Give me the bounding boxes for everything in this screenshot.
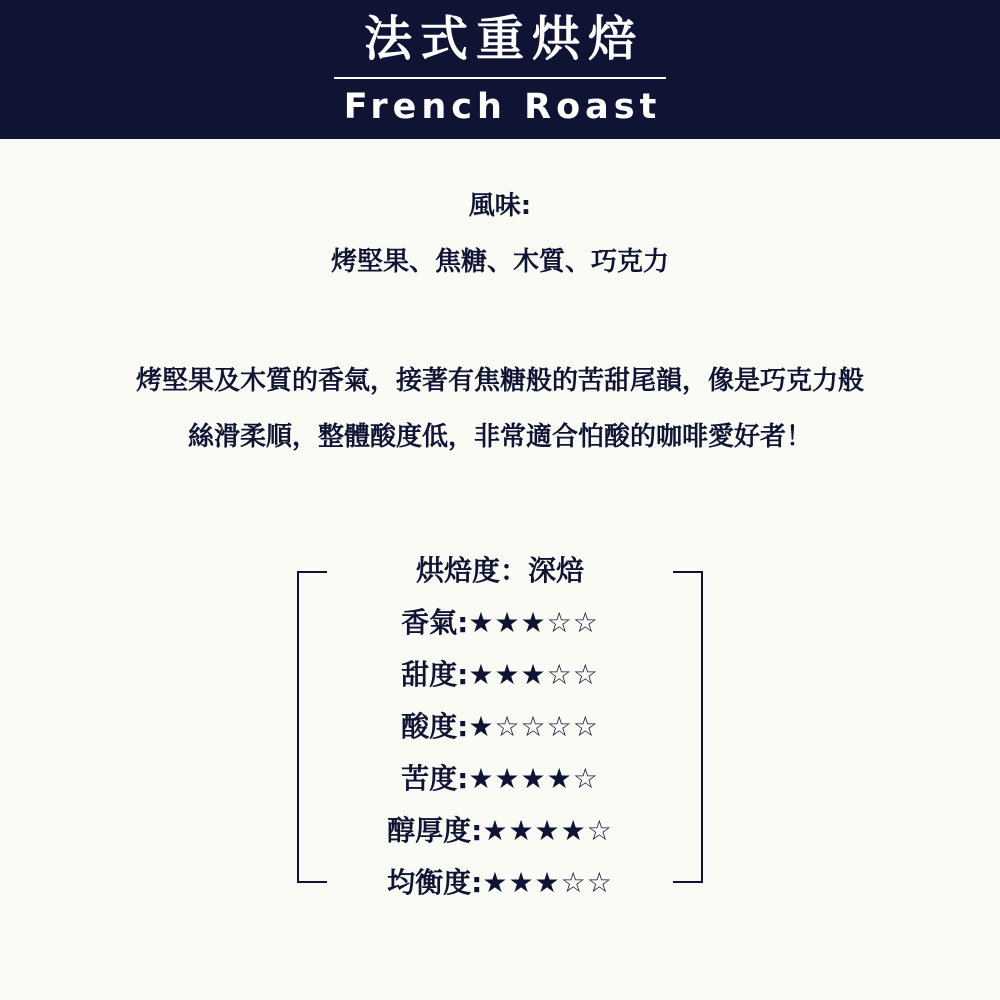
rating-label: 苦度: bbox=[401, 762, 469, 795]
description-line-1: 烤堅果及木質的香氣，接著有焦糖般的苦甜尾韻，像是巧克力般 bbox=[135, 366, 864, 396]
flavor-notes: 烤堅果、焦糖、木質、巧克力 bbox=[330, 247, 669, 277]
star-rating: ★★★★☆ bbox=[468, 762, 599, 795]
rating-label: 醇厚度: bbox=[387, 814, 483, 847]
rating-row-sweetness bbox=[0, 655, 1000, 695]
header-banner bbox=[0, 0, 1000, 139]
star-rating: ★★★★☆ bbox=[482, 814, 613, 847]
rating-row-balance bbox=[0, 863, 1000, 903]
star-rating: ★★★☆☆ bbox=[482, 866, 613, 899]
rating-row-aroma bbox=[0, 603, 1000, 643]
rating-label: 酸度: bbox=[401, 710, 469, 743]
description-line-2: 絲滑柔順，整體酸度低，非常適合怕酸的咖啡愛好者！ bbox=[187, 422, 812, 452]
rating-row-acidity bbox=[0, 707, 1000, 747]
title-english: French Roast bbox=[343, 87, 662, 127]
rating-label: 均衡度: bbox=[387, 866, 483, 899]
rating-row-body bbox=[0, 811, 1000, 851]
title-divider bbox=[334, 77, 666, 79]
title-chinese: 法式重烘焙 bbox=[363, 11, 644, 67]
star-rating: ★★★☆☆ bbox=[468, 606, 599, 639]
roast-level: 烘焙度：深焙 bbox=[415, 554, 584, 587]
flavor-label: 風味: bbox=[468, 191, 532, 221]
rating-row-bitterness bbox=[0, 759, 1000, 799]
rating-label: 香氣: bbox=[401, 606, 469, 639]
star-rating: ★☆☆☆☆ bbox=[468, 710, 599, 743]
rating-label: 甜度: bbox=[401, 658, 469, 691]
star-rating: ★★★☆☆ bbox=[468, 658, 599, 691]
